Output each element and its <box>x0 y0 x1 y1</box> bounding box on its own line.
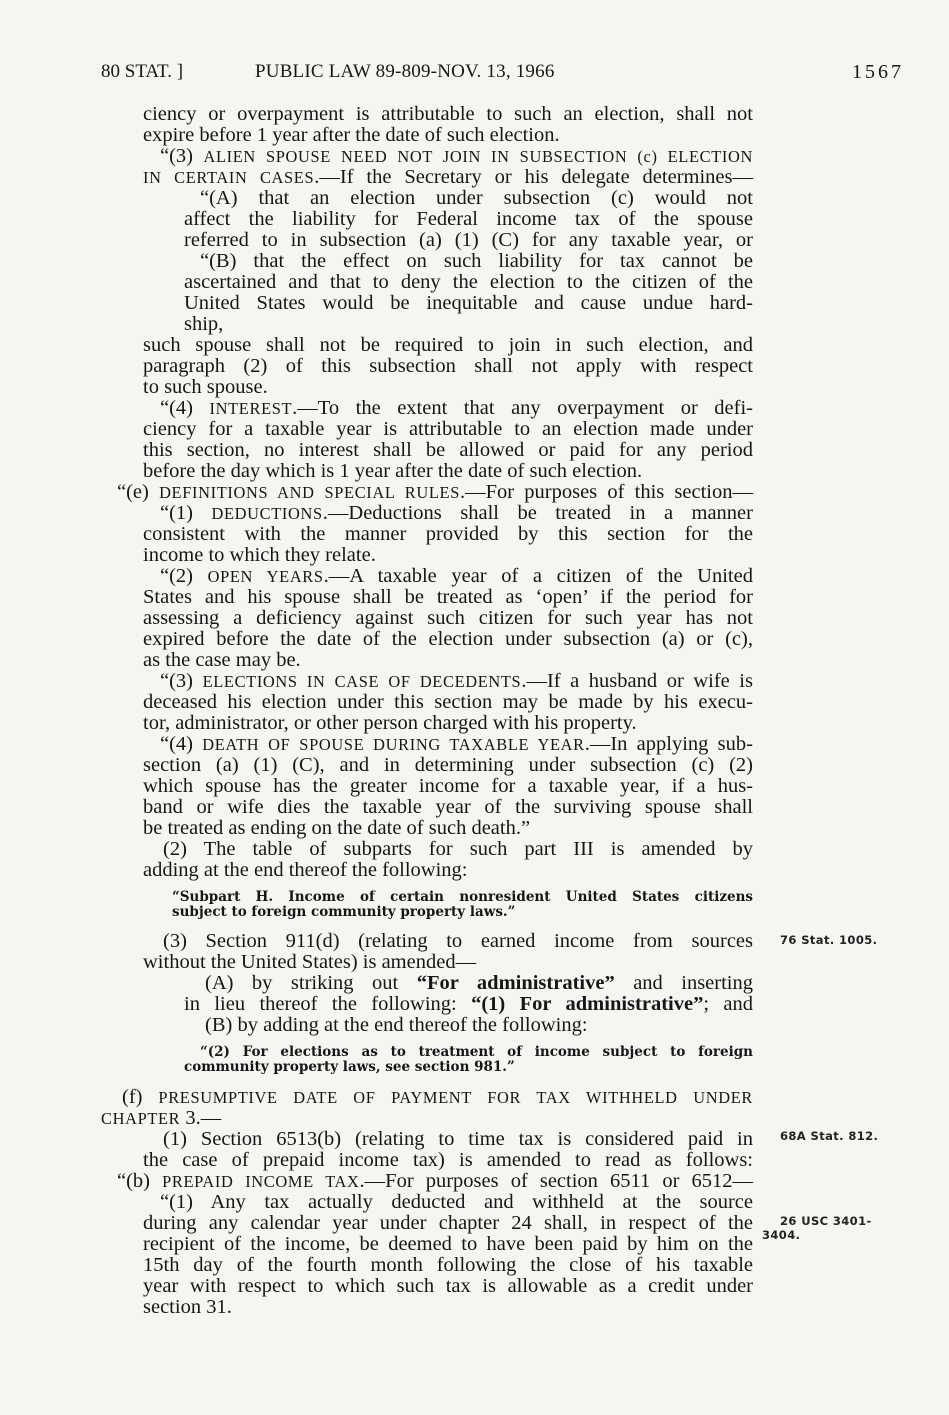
text-segment: in lieu thereof the following: <box>184 993 472 1015</box>
inserted-cross-reference-line: “(2) For elections as to treatment of income subject to foreign <box>200 1044 753 1060</box>
text-segment: .—If the Secretary or his delegate determines— <box>314 166 753 188</box>
text-segment: (A) by striking out <box>205 972 417 994</box>
text-line: to such spouse. <box>143 376 268 398</box>
paragraph-number: “(1) <box>160 502 212 524</box>
text-line: adding at the end thereof the following: <box>143 859 468 881</box>
text-line: band or wife dies the taxable year of the surviving spouse shall <box>143 796 753 818</box>
text-line: (B) by adding at the end thereof the following: <box>205 1014 588 1036</box>
text-segment: .—A taxable year of a citizen of the United <box>323 565 753 587</box>
text-line <box>160 503 753 524</box>
paragraph-number: “(3) <box>160 670 203 692</box>
running-title: PUBLIC LAW 89-809-NOV. 13, 1966 <box>255 61 555 82</box>
text-segment: .—In applying sub- <box>584 733 753 755</box>
text-segment: and inserting <box>614 972 754 994</box>
paragraph-heading: OPEN YEARS <box>207 567 324 586</box>
text-line: during any calendar year under chapter 24 shall, in respect of the <box>143 1212 753 1234</box>
text-line: ciency or overpayment is attributable to such an election, shall not <box>143 103 753 125</box>
margin-note-usc-citation: 3404. <box>762 1228 801 1242</box>
text-line <box>117 482 753 503</box>
text-line: ascertained and that to deny the election to the citizen of the <box>184 271 753 293</box>
inserted-subpart-entry-line: “Subpart H. Income of certain nonresident United States citizens <box>172 889 753 905</box>
text-segment: 3.— <box>180 1107 222 1129</box>
text-line: section (a) (1) (C), and in determining under subsection (c) (2) <box>143 754 753 776</box>
paragraph-heading: ELECTIONS IN CASE OF DECEDENTS <box>202 672 522 691</box>
text-segment: .—Deductions shall be treated in a manner <box>322 502 753 524</box>
inserted-cross-reference-line: community property laws, see section 981.” <box>184 1059 515 1075</box>
margin-note-statute-citation: 76 Stat. 1005. <box>780 933 878 947</box>
text-line: income to which they relate. <box>143 544 376 566</box>
margin-note-usc-citation: 26 USC 3401- <box>780 1214 872 1228</box>
paragraph-heading: INTEREST <box>209 399 293 418</box>
bold-quoted-text: “For administrative” <box>416 972 615 994</box>
text-line: expire before 1 year after the date of such election. <box>143 124 560 146</box>
text-line <box>160 566 753 587</box>
text-line <box>205 973 753 994</box>
text-line: “(B) that the effect on such liability for tax cannot be <box>200 250 753 272</box>
text-line: (1) Section 6513(b) (relating to time tax is considered paid in <box>163 1128 753 1150</box>
inserted-subpart-entry-line: subject to foreign community property laws.” <box>172 904 516 920</box>
paragraph-number: “(4) <box>160 397 210 419</box>
statute-text <box>0 104 753 1318</box>
text-line: year with respect to which such tax is allowable as a credit under <box>143 1275 753 1297</box>
text-line <box>160 146 753 167</box>
subsection-heading: PREPAID INCOME TAX <box>162 1172 360 1191</box>
paragraph-heading: DEATH OF SPOUSE DURING TAXABLE YEAR <box>202 735 585 754</box>
text-line: “(1) Any tax actually deducted and withheld at the source <box>160 1191 753 1213</box>
text-line: affect the liability for Federal income tax of the spouse <box>184 208 753 230</box>
text-line: referred to in subsection (a) (1) (C) for any taxable year, or <box>184 229 753 251</box>
paragraph-number: “(3) <box>160 145 204 167</box>
volume-reference: 80 STAT. ] <box>101 61 184 82</box>
text-line <box>160 671 753 692</box>
text-line: ciency for a taxable year is attributable to an election made under <box>143 418 753 440</box>
text-line: recipient of the income, be deemed to have been paid by him on the <box>143 1233 753 1255</box>
paragraph-heading: DEDUCTIONS <box>211 504 323 523</box>
text-line <box>101 1108 753 1129</box>
subsection-number: (f) <box>122 1086 159 1108</box>
text-line: (2) The table of subparts for such part III is amended by <box>163 838 753 860</box>
text-line: ship, <box>184 313 224 335</box>
text-line: United States would be inequitable and cause undue hard- <box>184 292 753 314</box>
paragraph-heading: IN CERTAIN CASES <box>143 168 315 187</box>
text-line: States and his spouse shall be treated as ‘open’ if the period for <box>143 586 753 608</box>
text-line: be treated as ending on the date of such death.” <box>143 817 531 839</box>
text-line: “(A) that an election under subsection (c) would not <box>200 187 753 209</box>
text-line: without the United States) is amended— <box>143 951 477 973</box>
text-line: tor, administrator, or other person charged with his property. <box>143 712 637 734</box>
text-line: section 31. <box>143 1296 232 1318</box>
text-line: the case of prepaid income tax) is amended to read as follows: <box>143 1149 753 1171</box>
text-segment: .—For purposes of this section— <box>459 481 754 503</box>
text-line: before the day which is 1 year after the date of such election. <box>143 460 643 482</box>
subsection-number: “(b) <box>117 1170 163 1192</box>
subsection-heading: CHAPTER <box>101 1109 181 1128</box>
text-line: which spouse has the greater income for a taxable year, if a hus- <box>143 775 753 797</box>
text-segment: ; and <box>703 993 754 1015</box>
page-number: 1567 <box>852 61 904 83</box>
subsection-number: “(e) <box>117 481 160 503</box>
text-segment: .—To the extent that any overpayment or defi- <box>292 397 753 419</box>
text-line: such spouse shall not be required to join in such election, and <box>143 334 753 356</box>
text-line: expired before the date of the election under subsection (a) or (c), <box>143 628 753 650</box>
text-line <box>143 167 753 188</box>
margin-note-statute-citation: 68A Stat. 812. <box>780 1129 879 1143</box>
text-line <box>160 398 753 419</box>
paragraph-number: “(4) <box>160 733 203 755</box>
text-line: 15th day of the fourth month following the close of his taxable <box>143 1254 753 1276</box>
text-line: consistent with the manner provided by this section for the <box>143 523 753 545</box>
paragraph-number: “(2) <box>160 565 208 587</box>
text-line <box>184 994 753 1015</box>
subsection-heading: PRESUMPTIVE DATE OF PAYMENT FOR TAX WITHHELD UNDER <box>158 1088 753 1107</box>
text-line: (3) Section 911(d) (relating to earned income from sources <box>163 930 753 952</box>
paragraph-heading: ALIEN SPOUSE NEED NOT JOIN IN SUBSECTION (c) ELECTION <box>203 147 753 166</box>
text-line: deceased his election under this section may be made by his execu- <box>143 691 753 713</box>
text-line: this section, no interest shall be allowed or paid for any period <box>143 439 753 461</box>
text-line: assessing a deficiency against such citizen for such year has not <box>143 607 753 629</box>
text-line <box>122 1087 753 1108</box>
text-line <box>160 734 753 755</box>
text-line <box>117 1171 753 1192</box>
subsection-heading: DEFINITIONS AND SPECIAL RULES <box>159 483 460 502</box>
text-segment: .—For purposes of section 6511 or 6512— <box>359 1170 753 1192</box>
text-line: paragraph (2) of this subsection shall not apply with respect <box>143 355 753 377</box>
bold-quoted-text: “(1) For administrative” <box>471 993 704 1015</box>
text-segment: .—If a husband or wife is <box>521 670 753 692</box>
text-line: as the case may be. <box>143 649 301 671</box>
